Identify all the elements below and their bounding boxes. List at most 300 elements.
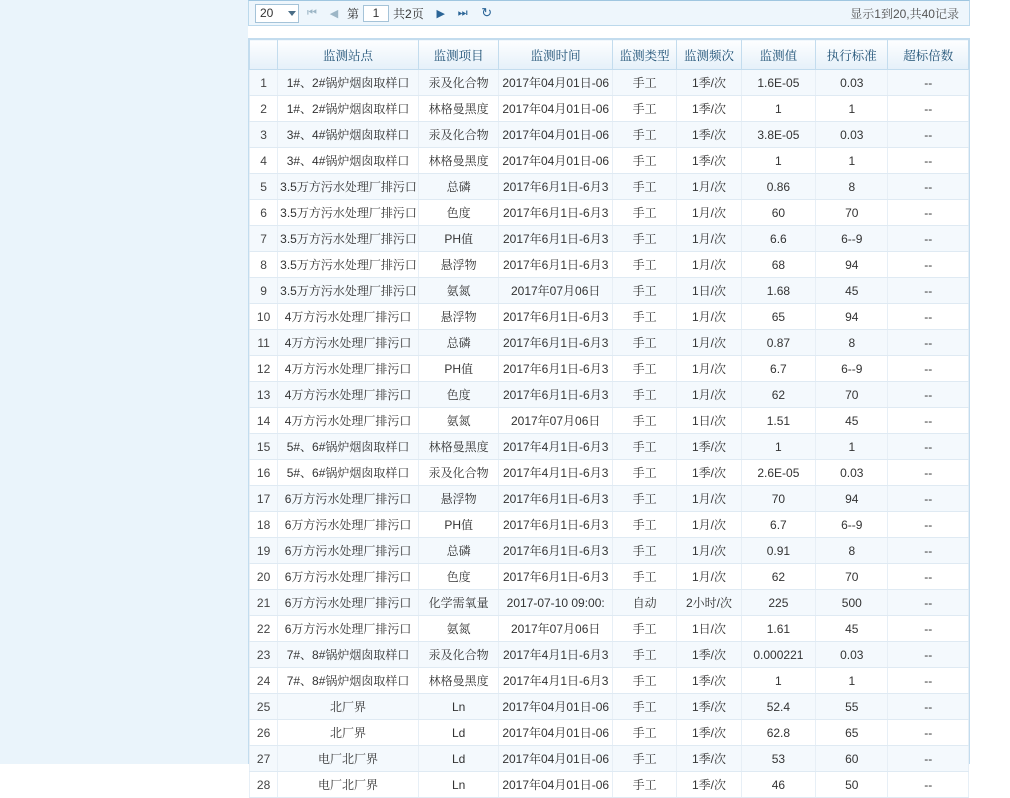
row-time: 2017年04月01日-06 [499,746,613,772]
row-type: 手工 [613,434,677,460]
row-frequency: 1日/次 [677,278,741,304]
row-value: 6.7 [741,356,815,382]
row-time: 2017年6月1日-6月3 [499,538,613,564]
row-time: 2017年04月01日-06 [499,694,613,720]
column-header-index[interactable] [250,40,278,70]
row-index: 5 [250,174,278,200]
row-item: 悬浮物 [418,252,498,278]
row-item: 总磷 [418,330,498,356]
row-time: 2017-07-10 09:00: [499,590,613,616]
row-frequency: 1月/次 [677,200,741,226]
row-index: 7 [250,226,278,252]
row-index: 12 [250,356,278,382]
row-index: 15 [250,434,278,460]
table-row[interactable] [250,356,969,382]
row-item: PH值 [418,512,498,538]
row-site: 电厂北厂界 [278,746,419,772]
row-index: 23 [250,642,278,668]
right-side-panel [970,0,1010,764]
row-time: 2017年04月01日-06 [499,122,613,148]
row-item: Ln [418,694,498,720]
table-row[interactable] [250,486,969,512]
row-exceed: -- [888,122,969,148]
row-standard: 45 [816,278,888,304]
row-standard: 1 [816,434,888,460]
row-time: 2017年4月1日-6月3 [499,460,613,486]
table-row[interactable] [250,512,969,538]
row-time: 2017年6月1日-6月3 [499,174,613,200]
table-row[interactable] [250,70,969,96]
row-index: 24 [250,668,278,694]
row-type: 手工 [613,330,677,356]
table-row[interactable] [250,382,969,408]
row-frequency: 1月/次 [677,226,741,252]
row-item: 悬浮物 [418,486,498,512]
row-exceed: -- [888,512,969,538]
row-value: 60 [741,200,815,226]
row-exceed: -- [888,200,969,226]
table-row[interactable] [250,148,969,174]
row-item: 汞及化合物 [418,642,498,668]
column-header-type[interactable]: 监测类型 [613,40,677,70]
row-exceed: -- [888,148,969,174]
column-header-frequency[interactable]: 监测频次 [677,40,741,70]
row-type: 手工 [613,720,677,746]
row-time: 2017年6月1日-6月3 [499,304,613,330]
row-index: 2 [250,96,278,122]
row-time: 2017年6月1日-6月3 [499,486,613,512]
row-standard: 50 [816,772,888,798]
row-item: 氨氮 [418,278,498,304]
row-item: 氨氮 [418,408,498,434]
row-frequency: 1季/次 [677,642,741,668]
row-value: 46 [741,772,815,798]
row-value: 0.91 [741,538,815,564]
row-value: 70 [741,486,815,512]
table-row[interactable] [250,304,969,330]
row-site: 5#、6#锅炉烟囱取样口 [278,460,419,486]
row-time: 2017年6月1日-6月3 [499,356,613,382]
row-index: 13 [250,382,278,408]
row-value: 1 [741,434,815,460]
row-value: 1.6E-05 [741,70,815,96]
row-time: 2017年6月1日-6月3 [499,200,613,226]
row-exceed: -- [888,590,969,616]
row-item: 氨氮 [418,616,498,642]
row-time: 2017年6月1日-6月3 [499,382,613,408]
row-standard: 0.03 [816,122,888,148]
row-frequency: 1日/次 [677,616,741,642]
row-type: 手工 [613,252,677,278]
monitoring-table [249,39,969,798]
row-type: 手工 [613,122,677,148]
row-site: 3#、4#锅炉烟囱取样口 [278,122,419,148]
row-standard: 8 [816,330,888,356]
row-item: 总磷 [418,538,498,564]
row-exceed: -- [888,330,969,356]
row-item: Ln [418,772,498,798]
row-value: 62 [741,564,815,590]
row-standard: 70 [816,382,888,408]
page-size-value: 20 [260,6,274,20]
row-standard: 45 [816,616,888,642]
row-standard: 70 [816,564,888,590]
row-exceed: -- [888,642,969,668]
row-standard: 0.03 [816,460,888,486]
row-site: 3.5万方污水处理厂排污口 [278,252,419,278]
row-site: 4万方污水处理厂排污口 [278,382,419,408]
column-header-value[interactable]: 监测值 [741,40,815,70]
row-item: 总磷 [418,174,498,200]
row-time: 2017年04月01日-06 [499,772,613,798]
column-header-time[interactable]: 监测时间 [499,40,613,70]
row-exceed: -- [888,408,969,434]
row-index: 21 [250,590,278,616]
row-exceed: -- [888,304,969,330]
row-frequency: 1月/次 [677,174,741,200]
row-standard: 1 [816,96,888,122]
row-standard: 500 [816,590,888,616]
row-site: 6万方污水处理厂排污口 [278,616,419,642]
table-row[interactable] [250,694,969,720]
column-header-exceed[interactable]: 超标倍数 [888,40,969,70]
row-site: 3.5万方污水处理厂排污口 [278,200,419,226]
row-type: 手工 [613,564,677,590]
row-standard: 6--9 [816,512,888,538]
row-index: 26 [250,720,278,746]
row-type: 手工 [613,772,677,798]
column-header-standard[interactable]: 执行标准 [816,40,888,70]
row-exceed: -- [888,772,969,798]
row-standard: 1 [816,148,888,174]
row-index: 27 [250,746,278,772]
row-frequency: 1月/次 [677,564,741,590]
table-row[interactable] [250,746,969,772]
row-value: 6.7 [741,512,815,538]
row-item: Ld [418,746,498,772]
row-site: 电厂北厂界 [278,772,419,798]
row-value: 1 [741,148,815,174]
row-type: 手工 [613,70,677,96]
row-frequency: 1月/次 [677,252,741,278]
row-site: 3.5万方污水处理厂排污口 [278,278,419,304]
row-site: 北厂界 [278,720,419,746]
row-item: 色度 [418,200,498,226]
row-standard: 45 [816,408,888,434]
row-standard: 55 [816,694,888,720]
row-site: 6万方污水处理厂排污口 [278,564,419,590]
row-item: 化学需氧量 [418,590,498,616]
row-value: 225 [741,590,815,616]
row-time: 2017年4月1日-6月3 [499,668,613,694]
row-site: 3.5万方污水处理厂排污口 [278,226,419,252]
row-standard: 6--9 [816,226,888,252]
row-value: 1.68 [741,278,815,304]
row-time: 2017年04月01日-06 [499,720,613,746]
row-value: 52.4 [741,694,815,720]
row-type: 手工 [613,304,677,330]
table-row[interactable] [250,642,969,668]
row-index: 3 [250,122,278,148]
refresh-icon[interactable]: ↻ [481,5,493,20]
table-row[interactable] [250,252,969,278]
row-frequency: 1季/次 [677,122,741,148]
row-exceed: -- [888,460,969,486]
row-site: 4万方污水处理厂排污口 [278,330,419,356]
table-row[interactable] [250,226,969,252]
row-type: 手工 [613,538,677,564]
table-row[interactable] [250,122,969,148]
row-value: 1 [741,96,815,122]
row-standard: 8 [816,174,888,200]
row-time: 2017年6月1日-6月3 [499,330,613,356]
row-time: 2017年04月01日-06 [499,96,613,122]
column-header-item[interactable]: 监测项目 [418,40,498,70]
row-type: 自动 [613,590,677,616]
row-site: 4万方污水处理厂排污口 [278,408,419,434]
row-time: 2017年4月1日-6月3 [499,434,613,460]
row-site: 6万方污水处理厂排污口 [278,486,419,512]
row-value: 68 [741,252,815,278]
row-standard: 0.03 [816,70,888,96]
row-value: 0.87 [741,330,815,356]
row-site: 3#、4#锅炉烟囱取样口 [278,148,419,174]
row-site: 4万方污水处理厂排污口 [278,356,419,382]
table-row[interactable] [250,460,969,486]
row-type: 手工 [613,226,677,252]
row-exceed: -- [888,694,969,720]
row-frequency: 1季/次 [677,772,741,798]
monitoring-table-container [248,38,970,792]
row-type: 手工 [613,200,677,226]
table-row[interactable] [250,330,969,356]
row-exceed: -- [888,252,969,278]
row-type: 手工 [613,408,677,434]
table-row[interactable] [250,720,969,746]
row-exceed: -- [888,720,969,746]
next-page-icon[interactable]: ▶ [436,7,445,20]
row-value: 0.000221 [741,642,815,668]
row-frequency: 1季/次 [677,460,741,486]
page-size-select[interactable] [255,4,299,23]
row-value: 6.6 [741,226,815,252]
row-site: 7#、8#锅炉烟囱取样口 [278,668,419,694]
row-frequency: 1月/次 [677,538,741,564]
row-index: 6 [250,200,278,226]
row-time: 2017年04月01日-06 [499,70,613,96]
row-time: 2017年6月1日-6月3 [499,226,613,252]
left-side-panel [0,0,249,764]
row-frequency: 1季/次 [677,434,741,460]
row-frequency: 2小时/次 [677,590,741,616]
row-index: 8 [250,252,278,278]
table-row[interactable] [250,200,969,226]
row-item: 林格曼黑度 [418,668,498,694]
row-index: 19 [250,538,278,564]
row-site: 北厂界 [278,694,419,720]
row-type: 手工 [613,148,677,174]
row-exceed: -- [888,382,969,408]
row-exceed: -- [888,96,969,122]
row-exceed: -- [888,226,969,252]
row-frequency: 1季/次 [677,96,741,122]
row-index: 4 [250,148,278,174]
row-type: 手工 [613,96,677,122]
row-exceed: -- [888,356,969,382]
table-row[interactable] [250,434,969,460]
row-item: 汞及化合物 [418,70,498,96]
row-item: 色度 [418,382,498,408]
row-site: 3.5万方污水处理厂排污口 [278,174,419,200]
row-type: 手工 [613,746,677,772]
row-type: 手工 [613,694,677,720]
row-type: 手工 [613,278,677,304]
table-row[interactable] [250,408,969,434]
table-row[interactable] [250,616,969,642]
row-value: 3.8E-05 [741,122,815,148]
row-index: 17 [250,486,278,512]
table-body [250,70,969,798]
row-type: 手工 [613,460,677,486]
table-row[interactable] [250,538,969,564]
row-index: 16 [250,460,278,486]
page-total-label: 共2页 [393,6,424,21]
row-item: 林格曼黑度 [418,434,498,460]
row-item: PH值 [418,226,498,252]
row-frequency: 1日/次 [677,408,741,434]
row-value: 62 [741,382,815,408]
pager-toolbar [248,0,970,26]
column-header-site[interactable]: 监测站点 [278,40,419,70]
row-index: 11 [250,330,278,356]
row-standard: 8 [816,538,888,564]
row-index: 1 [250,70,278,96]
table-row[interactable] [250,772,969,798]
last-page-icon[interactable]: ⏭ [457,6,468,19]
row-frequency: 1季/次 [677,746,741,772]
row-site: 6万方污水处理厂排污口 [278,538,419,564]
row-standard: 0.03 [816,642,888,668]
row-type: 手工 [613,668,677,694]
table-row[interactable] [250,278,969,304]
row-type: 手工 [613,382,677,408]
row-time: 2017年07月06日 [499,278,613,304]
row-frequency: 1季/次 [677,148,741,174]
row-frequency: 1季/次 [677,70,741,96]
row-exceed: -- [888,434,969,460]
row-item: 汞及化合物 [418,460,498,486]
row-item: 林格曼黑度 [418,96,498,122]
row-index: 10 [250,304,278,330]
row-exceed: -- [888,616,969,642]
row-index: 22 [250,616,278,642]
row-time: 2017年6月1日-6月3 [499,564,613,590]
row-item: 色度 [418,564,498,590]
row-item: Ld [418,720,498,746]
table-row[interactable] [250,668,969,694]
row-type: 手工 [613,356,677,382]
row-exceed: -- [888,564,969,590]
row-value: 1.51 [741,408,815,434]
prev-page-icon[interactable]: ◀ [329,7,339,20]
row-frequency: 1季/次 [677,720,741,746]
row-frequency: 1月/次 [677,304,741,330]
row-exceed: -- [888,278,969,304]
row-frequency: 1月/次 [677,356,741,382]
row-value: 0.86 [741,174,815,200]
row-index: 25 [250,694,278,720]
row-standard: 94 [816,252,888,278]
row-exceed: -- [888,538,969,564]
row-exceed: -- [888,486,969,512]
table-row[interactable] [250,590,969,616]
row-site: 6万方污水处理厂排污口 [278,512,419,538]
row-time: 2017年4月1日-6月3 [499,642,613,668]
row-type: 手工 [613,616,677,642]
page-label-prefix: 第 [347,6,360,21]
row-value: 1 [741,668,815,694]
row-site: 6万方污水处理厂排污口 [278,590,419,616]
table-row[interactable] [250,564,969,590]
row-type: 手工 [613,486,677,512]
row-value: 2.6E-05 [741,460,815,486]
row-frequency: 1月/次 [677,512,741,538]
row-site: 1#、2#锅炉烟囱取样口 [278,70,419,96]
row-standard: 65 [816,720,888,746]
row-value: 1.61 [741,616,815,642]
row-site: 7#、8#锅炉烟囱取样口 [278,642,419,668]
row-time: 2017年04月01日-06 [499,148,613,174]
row-index: 14 [250,408,278,434]
table-row[interactable] [250,96,969,122]
row-exceed: -- [888,174,969,200]
row-index: 9 [250,278,278,304]
row-standard: 6--9 [816,356,888,382]
row-time: 2017年07月06日 [499,616,613,642]
record-summary: 显示1到20,共40记录 [850,6,959,21]
row-standard: 94 [816,304,888,330]
row-exceed: -- [888,668,969,694]
row-item: 悬浮物 [418,304,498,330]
table-row[interactable] [250,174,969,200]
row-frequency: 1季/次 [677,668,741,694]
row-site: 4万方污水处理厂排污口 [278,304,419,330]
row-time: 2017年6月1日-6月3 [499,252,613,278]
page-number-input[interactable] [363,5,389,22]
row-index: 28 [250,772,278,798]
row-type: 手工 [613,642,677,668]
row-standard: 1 [816,668,888,694]
first-page-icon[interactable]: ⏮ [307,6,317,19]
table-header-row [250,40,969,70]
row-item: 林格曼黑度 [418,148,498,174]
row-exceed: -- [888,70,969,96]
row-standard: 60 [816,746,888,772]
row-site: 5#、6#锅炉烟囱取样口 [278,434,419,460]
row-frequency: 1季/次 [677,694,741,720]
row-standard: 94 [816,486,888,512]
row-type: 手工 [613,512,677,538]
row-value: 65 [741,304,815,330]
row-frequency: 1月/次 [677,382,741,408]
row-item: 汞及化合物 [418,122,498,148]
row-frequency: 1月/次 [677,486,741,512]
row-time: 2017年6月1日-6月3 [499,512,613,538]
row-index: 20 [250,564,278,590]
chevron-down-icon [288,11,296,16]
row-standard: 70 [816,200,888,226]
row-item: PH值 [418,356,498,382]
